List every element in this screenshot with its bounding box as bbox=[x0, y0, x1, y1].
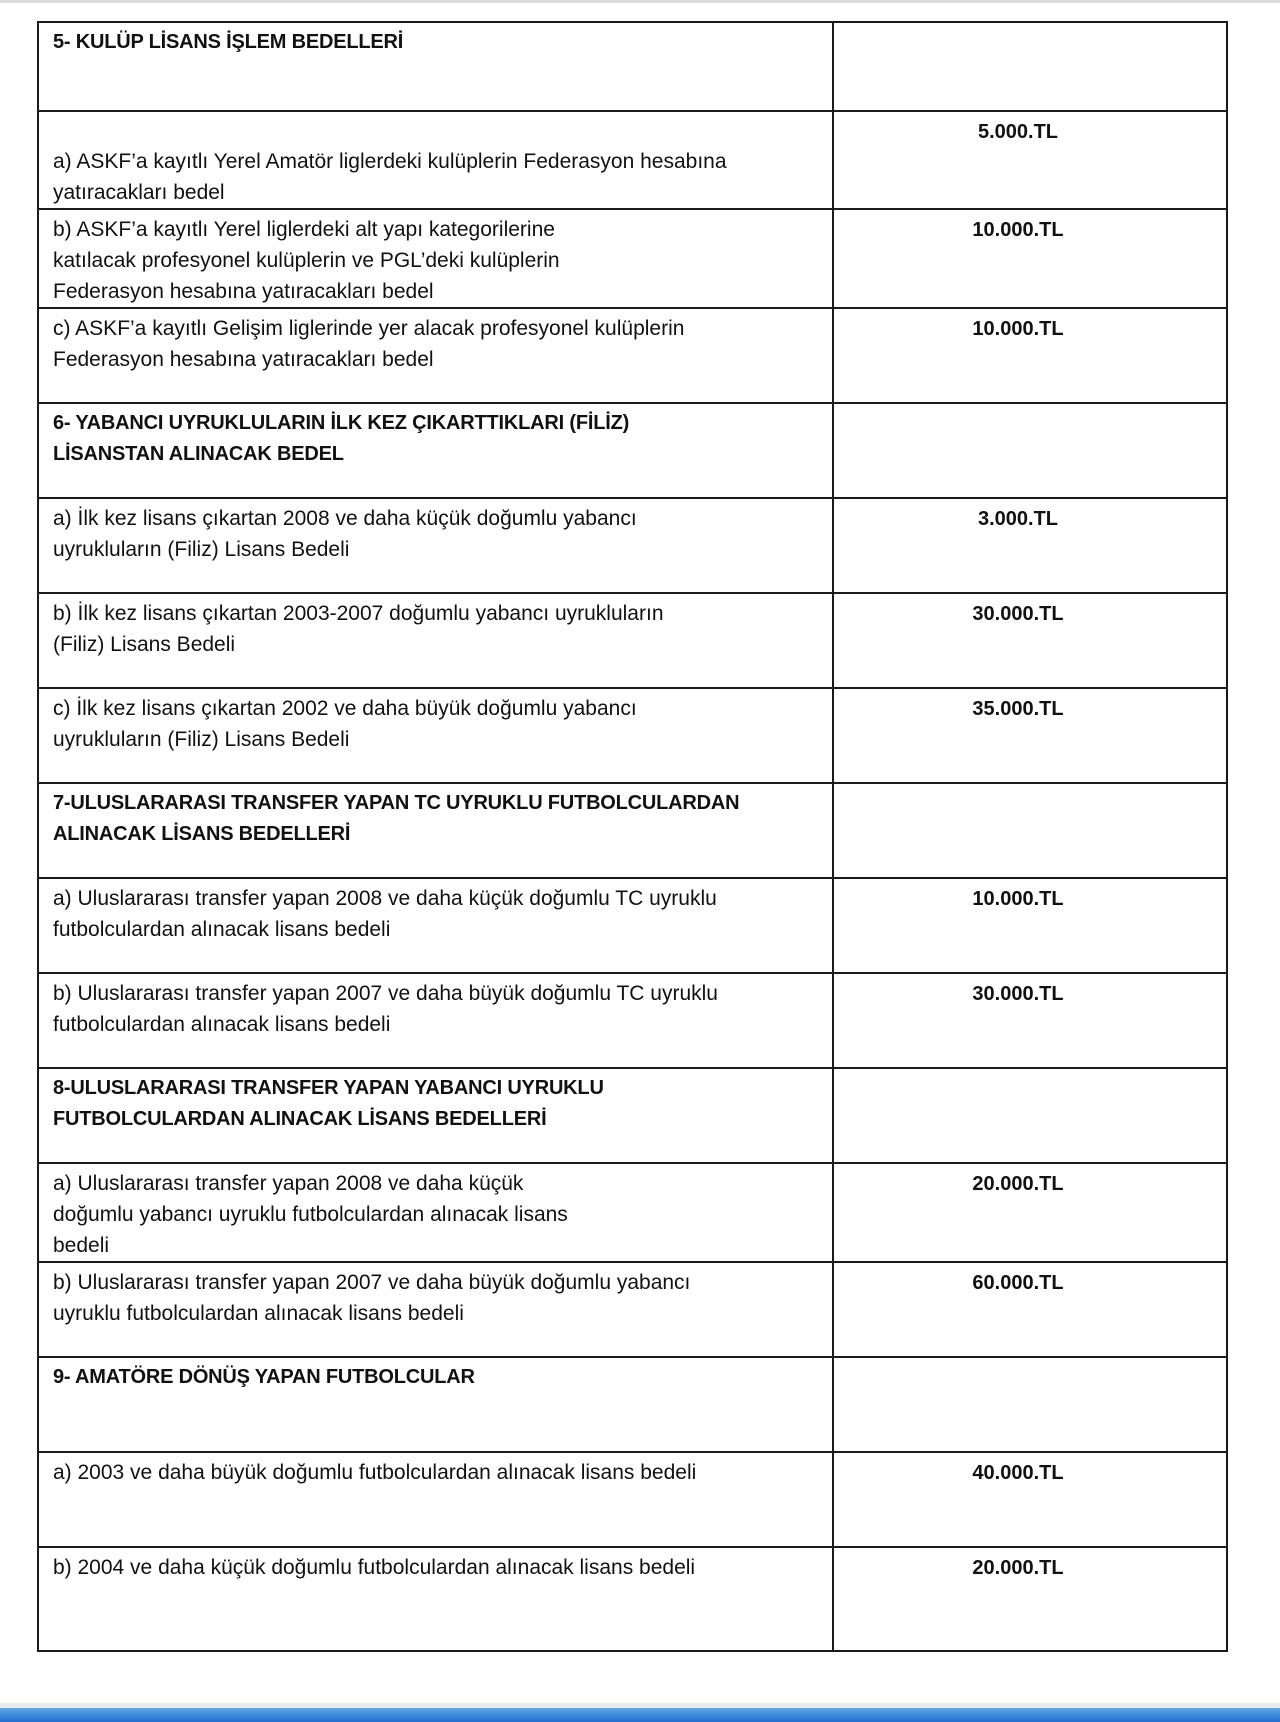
amount-value: 20.000.TL bbox=[972, 1557, 1064, 1579]
section-heading: 6- YABANCI UYRUKLULARIN İLK KEZ ÇIKARTTIKLARI (FİLİZ) LİSANSTAN ALINACAK BEDEL bbox=[53, 412, 630, 465]
table-row bbox=[38, 878, 1227, 973]
section-heading: 9- AMATÖRE DÖNÜŞ YAPAN FUTBOLCULAR bbox=[53, 1366, 475, 1388]
fee-description: a) Uluslararası transfer yapan 2008 ve daha küçük doğumlu yabancı uyruklu futbolculardan alınacak lisans bedeli bbox=[53, 1172, 568, 1257]
amount-value: 35.000.TL bbox=[972, 698, 1064, 720]
amount-value: 30.000.TL bbox=[972, 603, 1064, 625]
amount-cell bbox=[833, 1547, 1227, 1651]
amount-value: 40.000.TL bbox=[972, 1462, 1064, 1484]
table-row bbox=[38, 973, 1227, 1068]
amount-value: 30.000.TL bbox=[972, 983, 1064, 1005]
description-cell bbox=[38, 1452, 833, 1547]
description-cell bbox=[38, 1357, 833, 1452]
amount-value bbox=[834, 23, 1226, 28]
fee-description: a) İlk kez lisans çıkartan 2008 ve daha küçük doğumlu yabancı uyrukluların (Filiz) Lisans Bedeli bbox=[53, 507, 637, 561]
amount-cell bbox=[833, 973, 1227, 1068]
description-cell bbox=[38, 973, 833, 1068]
fee-description: a) ASKF’a kayıtlı Yerel Amatör liglerdeki kulüplerin Federasyon hesabına yatıracakları bedel bbox=[53, 150, 727, 204]
fee-description: a) Uluslararası transfer yapan 2008 ve daha küçük doğumlu TC uyruklu futbolculardan alınacak lisans bedeli bbox=[53, 887, 717, 941]
description-cell bbox=[38, 593, 833, 688]
amount-cell bbox=[833, 111, 1227, 209]
description-cell bbox=[38, 1068, 833, 1163]
table-row bbox=[38, 1163, 1227, 1262]
amount-value: 5.000.TL bbox=[977, 121, 1059, 143]
section-heading: 8-ULUSLARARASI TRANSFER YAPAN YABANCI UYRUKLU FUTBOLCULARDAN ALINACAK LİSANS BEDELLERİ bbox=[53, 1077, 604, 1130]
table-row bbox=[38, 1452, 1227, 1547]
amount-value: 20.000.TL bbox=[972, 1173, 1064, 1195]
amount-value bbox=[834, 784, 1226, 789]
amount-value: 60.000.TL bbox=[972, 1272, 1064, 1294]
fee-description: c) İlk kez lisans çıkartan 2002 ve daha büyük doğumlu yabancı uyrukluların (Filiz) Lisans Bedeli bbox=[53, 697, 637, 751]
amount-cell bbox=[833, 308, 1227, 403]
description-cell bbox=[38, 1262, 833, 1357]
amount-value: 10.000.TL bbox=[972, 219, 1064, 241]
amount-cell bbox=[833, 1163, 1227, 1262]
amount-value bbox=[834, 1069, 1226, 1074]
amount-cell bbox=[833, 593, 1227, 688]
description-cell bbox=[38, 403, 833, 498]
fee-description: b) İlk kez lisans çıkartan 2003-2007 doğumlu yabancı uyrukluların (Filiz) Lisans Bedeli bbox=[53, 602, 664, 656]
description-cell bbox=[38, 22, 833, 111]
amount-cell bbox=[833, 688, 1227, 783]
amount-cell bbox=[833, 22, 1227, 111]
description-cell bbox=[38, 1163, 833, 1262]
section-row-foreign-international-transfer bbox=[38, 1068, 1227, 1163]
amount-cell bbox=[833, 498, 1227, 593]
amount-value: 10.000.TL bbox=[972, 888, 1064, 910]
section-row-return-to-amateur bbox=[38, 1357, 1227, 1452]
section-heading: 7-ULUSLARARASI TRANSFER YAPAN TC UYRUKLU FUTBOLCULARDAN ALINACAK LİSANS BEDELLERİ bbox=[53, 792, 740, 845]
description-cell bbox=[38, 111, 833, 209]
description-cell bbox=[38, 783, 833, 878]
amount-cell bbox=[833, 878, 1227, 973]
table-row bbox=[38, 688, 1227, 783]
description-cell bbox=[38, 688, 833, 783]
table-row bbox=[38, 1547, 1227, 1651]
table-row bbox=[38, 498, 1227, 593]
license-fee-table bbox=[37, 21, 1228, 1652]
section-heading: 5- KULÜP LİSANS İŞLEM BEDELLERİ bbox=[53, 31, 404, 53]
amount-cell bbox=[833, 1357, 1227, 1452]
page-top-edge bbox=[0, 0, 1280, 3]
bottom-accent-bar bbox=[0, 1708, 1280, 1722]
amount-value bbox=[834, 1358, 1226, 1363]
fee-description: c) ASKF’a kayıtlı Gelişim liglerinde yer alacak profesyonel kulüplerin Federasyon hesabına yatıracakları bedel bbox=[53, 317, 685, 371]
amount-cell bbox=[833, 209, 1227, 308]
table-row bbox=[38, 593, 1227, 688]
section-row-tc-international-transfer bbox=[38, 783, 1227, 878]
section-row-foreign-first-license bbox=[38, 403, 1227, 498]
amount-cell bbox=[833, 783, 1227, 878]
description-cell bbox=[38, 209, 833, 308]
description-cell bbox=[38, 878, 833, 973]
amount-value: 3.000.TL bbox=[977, 508, 1059, 530]
amount-cell bbox=[833, 1452, 1227, 1547]
table-row bbox=[38, 209, 1227, 308]
table-row bbox=[38, 1262, 1227, 1357]
fee-description: b) ASKF’a kayıtlı Yerel liglerdeki alt yapı kategorilerine katılacak profesyonel kulüplerin ve PGL’deki kulüplerin Federasyon hesabına yatıracakları bedel bbox=[53, 218, 560, 303]
section-row-club-license bbox=[38, 22, 1227, 111]
fee-description: b) 2004 ve daha küçük doğumlu futbolculardan alınacak lisans bedeli bbox=[53, 1556, 696, 1579]
amount-value: 10.000.TL bbox=[972, 318, 1064, 340]
fee-description: a) 2003 ve daha büyük doğumlu futbolculardan alınacak lisans bedeli bbox=[53, 1461, 697, 1484]
fee-description: b) Uluslararası transfer yapan 2007 ve daha büyük doğumlu yabancı uyruklu futbolculardan alınacak lisans bedeli bbox=[53, 1271, 691, 1325]
description-cell bbox=[38, 308, 833, 403]
description-cell bbox=[38, 1547, 833, 1651]
amount-cell bbox=[833, 1068, 1227, 1163]
amount-cell bbox=[833, 403, 1227, 498]
amount-cell bbox=[833, 1262, 1227, 1357]
amount-value bbox=[834, 404, 1226, 409]
table-row bbox=[38, 111, 1227, 209]
table-row bbox=[38, 308, 1227, 403]
fee-description: b) Uluslararası transfer yapan 2007 ve daha büyük doğumlu TC uyruklu futbolculardan alınacak lisans bedeli bbox=[53, 982, 718, 1036]
description-cell bbox=[38, 498, 833, 593]
